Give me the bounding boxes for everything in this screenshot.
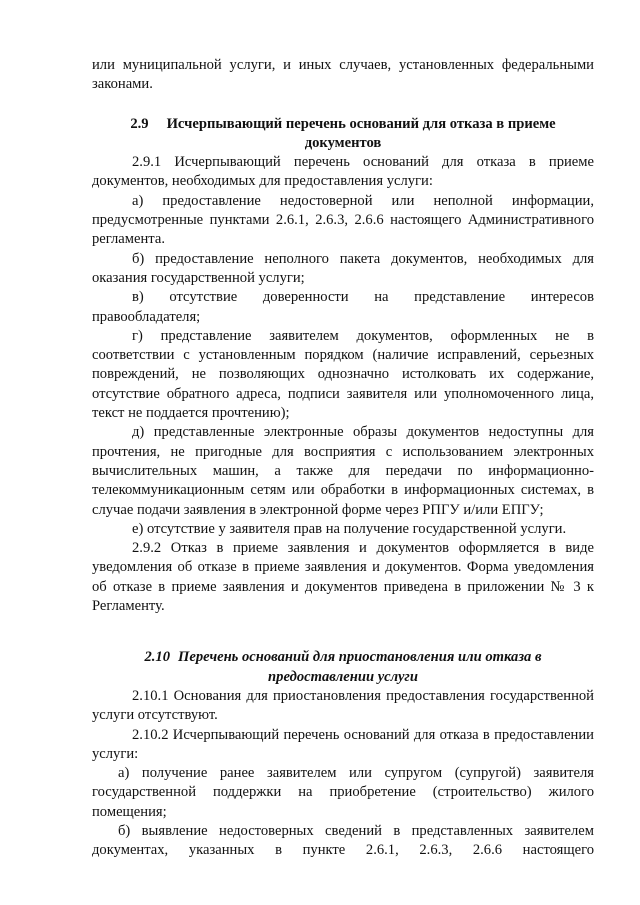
intro-line-1: или муниципальной услуги, и иных случаев, установленных федеральными [92,57,594,73]
section-2-9-title-line-1: Исчерпывающий перечень оснований для отказа в приеме [166,115,556,132]
section-2-10-number: 2.10 [144,649,171,666]
paragraph-2-10-2: 2.10.2 Исчерпывающий перечень оснований для отказа в предоставлении услуги: [92,726,594,762]
list-item-2-9-e: е) отсутствие у заявителя прав на получение государственной услуги. [132,520,567,537]
list-item-2-9-v: в) отсутствие доверенности на представление интересов правообладателя; [92,289,594,325]
paragraph-2-10-1: 2.10.1 Основания для приостановления предоставления государственной услуги отсутствуют. [92,687,594,724]
section-2-9-title-line-2: документов [304,134,382,151]
list-item-2-9-b: б) предоставление неполного пакета документов, необходимых для оказания государственной услуги; [92,250,594,286]
list-item-2-10-b: б) выявление недостоверных сведений в представленных заявителем документах, указанных в пункте 2.6.1, 2.6.3, 2.6.6 настоящего [92,822,594,859]
paragraph-2-9-2: 2.9.2 Отказ в приеме заявления и документов оформляется в виде уведомления об отказе в приеме заявления и документов. Форма уведомления об отказе в приеме заявления и документов приведена в приложении № 3 к Регламенту. [92,540,594,615]
list-item-2-10-a: а) получение ранее заявителем или супругом (супругой) заявителя государственной поддержки на приобретение (строительство) жилого помещения; [92,765,594,820]
section-2-10-heading [92,648,594,687]
section-2-10-title-line-2: предоставлении услуги [268,668,418,685]
list-item-2-9-g: г) представление заявителем документов, оформленных не в соответствии с установленным порядком (наличие исправлений, серьезных повреждений, не позволяющих однозначно истолковать их содержание, отсутствие обратного адреса, подписи заявителя или уполномоченного лица, текст не поддается прочтению); [92,327,594,422]
list-item-2-9-d: д) представленные электронные образы документов недоступны для прочтения, не пригодные для восприятия с использованием электронных вычислительных машин, а также для передачи по информационно-телекоммуникационным сетям или обработки в информационных системах, в случае подачи заявления в электронной форме через РПГУ и/или ЕПГУ; [92,424,594,518]
intro-line-2: законами. [92,76,153,93]
section-2-9-number: 2.9 [130,115,149,132]
list-item-2-9-a: а) предоставление недостоверной или неполной информации, предусмотренные пунктами 2.6.1, 2.6.3, 2.6.6 настоящего Административного регламента. [92,192,594,248]
section-2-9-heading [92,115,594,154]
section-2-10-title-line-1: Перечень оснований для приостановления или отказа в [178,649,542,666]
paragraph-2-9-1: 2.9.1 Исчерпывающий перечень оснований для отказа в приеме документов, необходимых для предоставления услуги: [92,154,594,190]
